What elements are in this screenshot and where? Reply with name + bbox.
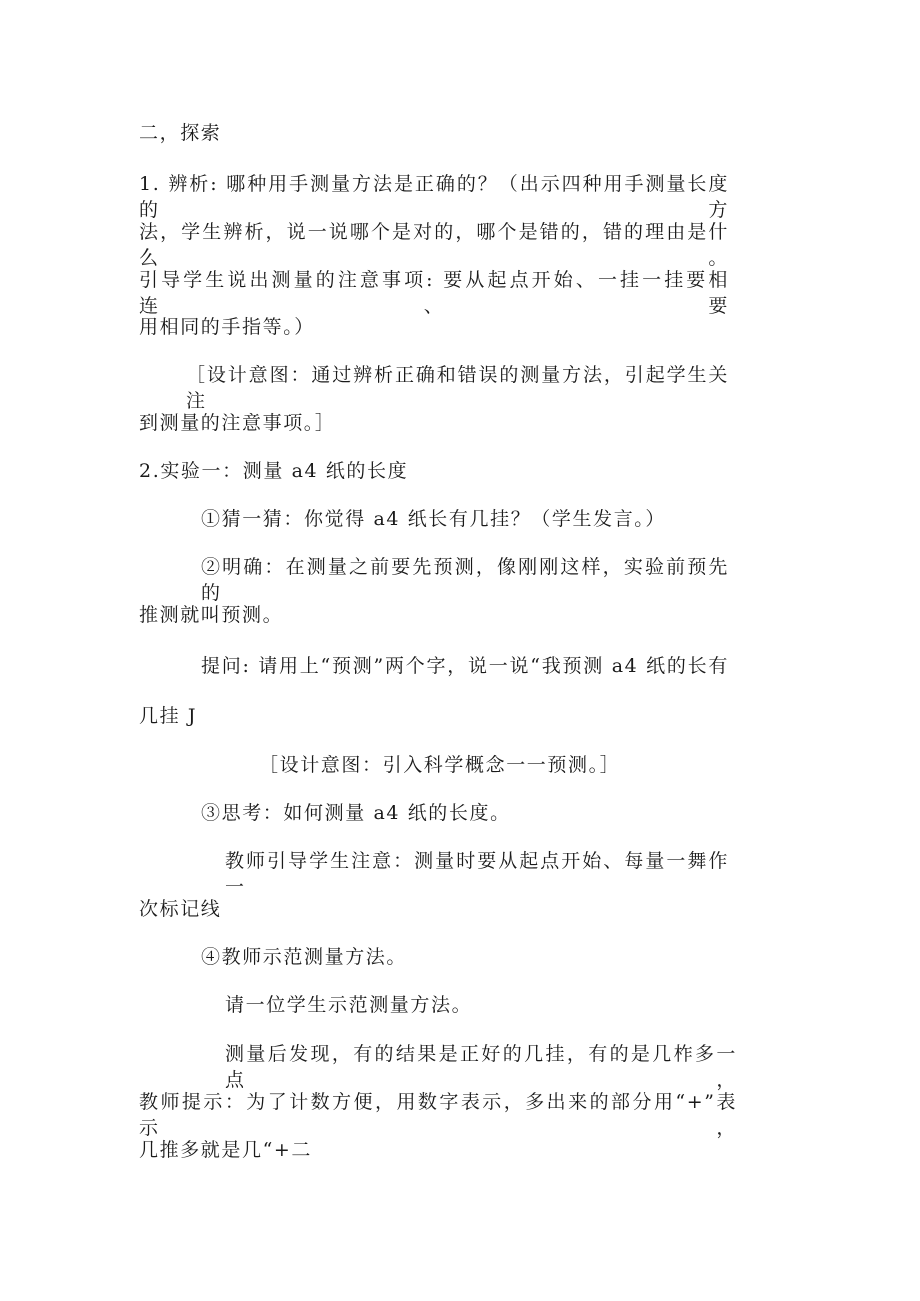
paragraph-line: 几挂 J [139,705,198,727]
paragraph-line: 提问: 请用上“预测”两个字，说一说“我预测 a4 纸的长有 [201,655,729,677]
subsection-heading: 2.实验一：测量 a4 纸的长度 [139,460,409,482]
paragraph-line: 次标记线 [139,898,222,920]
step-item: ③思考：如何测量 a4 纸的长度。 [201,802,511,824]
paragraph-line: 引导学生说出测量的注意事项: 要从起点开始、一挂一挂要相连、要 [139,269,729,317]
paragraph-line: 1. 辨析: 哪种用手测量方法是正确的？（出示四种用手测量长度的方 [139,173,729,221]
paragraph-line: 请一位学生示范测量方法。 [225,994,473,1016]
paragraph-line: 测量后发现，有的结果是正好的几挂，有的是几柞多一点， [225,1043,737,1091]
paragraph-line: 教师引导学生注意：测量时要从起点开始、每量一舞作一 [225,850,729,898]
design-intent-note: ［设计意图：引入科学概念一一预测。］ [259,754,621,776]
paragraph-line: 推测就叫预测。 [139,604,284,626]
paragraph-line: 教师提示：为了计数方便，用数字表示，多出来的部分用“+”表示， [139,1091,737,1139]
paragraph-line: 法，学生辨析，说一说哪个是对的，哪个是错的，错的理由是什么。 [139,221,729,269]
paragraph-line: 用相同的手指等。） [139,316,315,338]
step-item: ④教师示范测量方法。 [201,946,408,968]
paragraph-line: 几推多就是几“+二 [139,1139,313,1161]
section-heading: 二，探索 [139,122,222,144]
design-intent-note: 到测量的注意事项。］ [139,412,336,434]
step-item: ①猜一猜：你觉得 a4 纸长有几挂？（学生发言。） [201,508,666,530]
design-intent-note: ［设计意图：通过辨析正确和错误的测量方法，引起学生关注 [186,364,729,412]
step-item: ②明确：在测量之前要先预测，像刚刚这样，实验前预先的 [201,556,729,604]
